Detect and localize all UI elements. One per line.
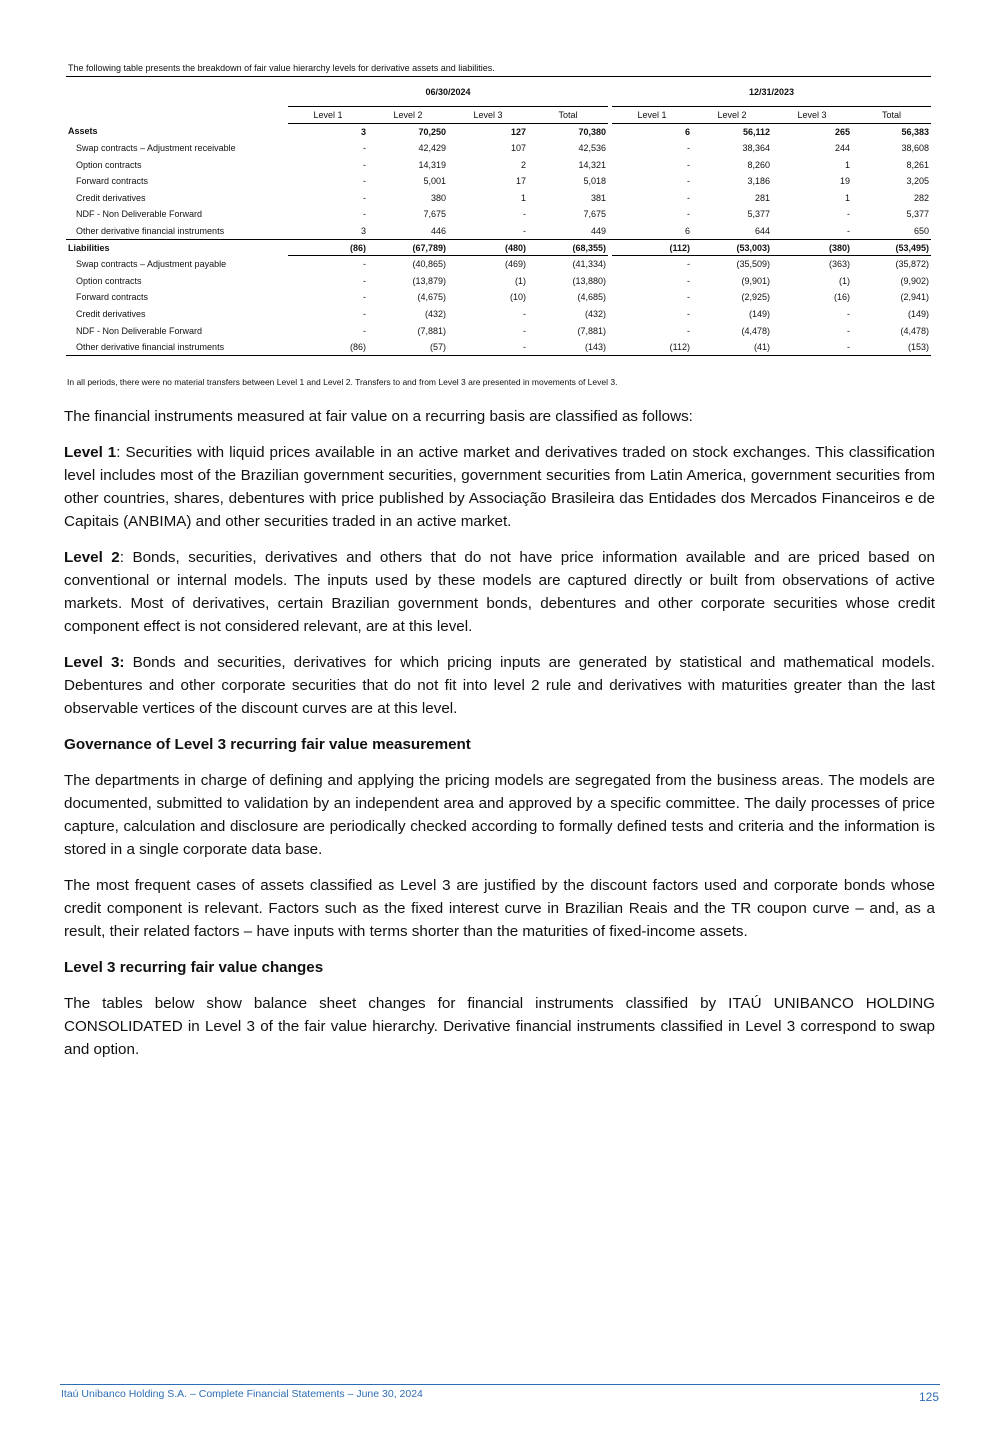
column-header: Level 3 (448, 107, 528, 124)
table-cell: 127 (510, 126, 526, 137)
table-cell: - (687, 308, 690, 319)
table-cell: - (363, 292, 366, 303)
level1-label: Level 1 (64, 444, 117, 461)
fair-value-table (66, 76, 931, 356)
level2-label: Level 2 (64, 549, 120, 566)
body-text (64, 405, 935, 1074)
table-cell: (432) (424, 308, 446, 319)
table-cell: - (363, 275, 366, 286)
table-cell: (4,685) (577, 292, 606, 303)
table-cell: (67,789) (368, 239, 448, 256)
table-row (66, 189, 931, 206)
governance-paragraph: The most frequent cases of assets classified as Level 3 are justified by the discount factors used and corporate bonds whose credit component is relevant. Factors such as the fixed interest curve in Brazilian Reais and the TR coupon curve – and, as a result, their related factors – have inputs with terms shorter than the maturities of fixed-income assets. (64, 877, 935, 940)
table-cell: - (523, 308, 526, 319)
table-cell: (86) (288, 239, 368, 256)
table-cell: (380) (772, 239, 852, 256)
table-cell: 644 (754, 225, 770, 236)
table-cell: 281 (754, 192, 770, 203)
table-cell: (53,003) (692, 239, 772, 256)
table-cell: (432) (584, 308, 606, 319)
row-label: Forward contracts (76, 176, 149, 187)
table-cell: 5,018 (583, 176, 606, 187)
table-cell: (7,881) (577, 325, 606, 336)
footer-divider (60, 1384, 940, 1385)
table-cell: (7,881) (417, 325, 446, 336)
table-cell: - (847, 225, 850, 236)
table-row (66, 306, 931, 323)
table-note: In all periods, there were no material transfers between Level 1 and Level 2. Transfers to and from Level 3 are presented in movements of Level 3. (67, 377, 618, 387)
level-header-row (66, 107, 931, 124)
table-cell: (112) (612, 239, 692, 256)
table-cell: (143) (528, 339, 608, 356)
table-cell: (2,941) (900, 292, 929, 303)
column-header: Total (528, 107, 608, 124)
table-cell: - (523, 225, 526, 236)
table-cell: 5,377 (906, 209, 929, 220)
changes-paragraph: The tables below show balance sheet changes for financial instruments classified by ITAÚ UNIBANCO HOLDING CONSOLIDATED in Level 3 of the fair value hierarchy. Derivative financial instruments classified in Level 3 correspond to swap and option. (64, 995, 935, 1058)
table-row (66, 140, 931, 157)
table-cell: 1 (844, 192, 850, 203)
table-cell: 446 (430, 225, 446, 236)
table-cell: 3 (360, 225, 366, 236)
table-cell: 244 (834, 142, 850, 153)
table-cell: 42,429 (418, 142, 446, 153)
column-header: Level 2 (368, 107, 448, 124)
table-cell: (53,495) (852, 239, 931, 256)
table-cell: 650 (913, 225, 929, 236)
table-cell: - (687, 325, 690, 336)
row-label: Swap contracts – Adjustment receivable (76, 142, 236, 153)
table-cell: 38,364 (742, 142, 770, 153)
level1-paragraph (64, 441, 935, 533)
row-label: Assets (68, 126, 98, 137)
row-label: Option contracts (76, 159, 142, 170)
table-cell: (35,872) (895, 259, 929, 270)
table-cell: (153) (852, 339, 931, 356)
row-label: NDF - Non Deliverable Forward (76, 325, 203, 336)
table-cell: 14,321 (578, 159, 606, 170)
table-cell: - (363, 142, 366, 153)
page-number: 125 (918, 1390, 939, 1404)
row-label: Other derivative financial instruments (66, 339, 288, 356)
table-cell: (4,675) (417, 292, 446, 303)
table-cell: (10) (509, 292, 526, 303)
table-row (66, 322, 931, 339)
row-label: NDF - Non Deliverable Forward (76, 209, 203, 220)
table-cell: 42,536 (578, 142, 606, 153)
table-cell: - (687, 176, 690, 187)
table-cell: - (523, 325, 526, 336)
table-cell: (41) (692, 339, 772, 356)
table-cell: - (687, 209, 690, 220)
period-header: 12/31/2023 (612, 77, 931, 107)
column-header: Level 3 (772, 107, 852, 124)
table-cell: (35,509) (736, 259, 770, 270)
table-cell: - (687, 292, 690, 303)
table-cell: - (363, 176, 366, 187)
table-row (66, 173, 931, 190)
table-cell: (149) (907, 308, 929, 319)
table-cell: - (847, 308, 850, 319)
level3-label: Level 3: (64, 654, 125, 671)
liabilities-total-row (66, 239, 931, 256)
column-header: Level 2 (692, 107, 772, 124)
table-cell: (13,879) (412, 275, 446, 286)
level1-text: : Securities with liquid prices available in an active market and derivatives traded on stock exchanges. This classification level includes most of the Brazilian government securities, government securities from Latin America, government securities from other countries, shares, debentures with price published by Associação Brasileira das Entidades dos Mercados Financeiros e de Capitais (ANBIMA) and other securities traded in an active market. (64, 444, 935, 530)
table-row (66, 256, 931, 273)
level2-text: : Bonds, securities, derivatives and others that do not have price information available and are priced based on conventional or internal models. The inputs used by these models are captured directly or built from observations of active markets. Most of derivatives, certain Brazilian government bonds, debentures and other corporate securities whose credit component effect is not considered relevant, are at this level. (64, 549, 935, 635)
table-cell: 38,608 (901, 142, 929, 153)
table-cell: (1) (839, 275, 850, 286)
table-cell: (149) (748, 308, 770, 319)
table-cell: - (363, 325, 366, 336)
table-cell: 3 (360, 126, 366, 137)
table-cell: 449 (590, 225, 606, 236)
table-cell: 19 (839, 176, 850, 187)
table-cell: - (448, 339, 528, 356)
table-cell: (41,334) (572, 259, 606, 270)
level3-paragraph (64, 651, 935, 720)
table-cell: 5,377 (747, 209, 770, 220)
row-label: Option contracts (76, 275, 142, 286)
table-cell: 1 (844, 159, 850, 170)
table-cell: - (687, 142, 690, 153)
table-cell: (13,880) (572, 275, 606, 286)
row-label: Forward contracts (76, 292, 149, 303)
table-cell: 70,380 (578, 126, 606, 137)
column-header: Level 1 (288, 107, 368, 124)
table-cell: 8,261 (906, 159, 929, 170)
row-label: Liabilities (66, 239, 288, 256)
level2-paragraph (64, 546, 935, 638)
table-cell: - (847, 209, 850, 220)
table-cell: (9,902) (900, 275, 929, 286)
table-cell: (68,355) (528, 239, 608, 256)
column-header: Level 1 (612, 107, 692, 124)
column-header: Total (852, 107, 931, 124)
table-cell: 3,186 (747, 176, 770, 187)
table-cell: (9,901) (741, 275, 770, 286)
table-cell: 3,205 (906, 176, 929, 187)
table-cell: - (363, 159, 366, 170)
table-cell: 6 (684, 126, 690, 137)
table-row (66, 156, 931, 173)
table-cell: 7,675 (423, 209, 446, 220)
period-header: 06/30/2024 (288, 77, 608, 107)
table-cell: (57) (368, 339, 448, 356)
table-cell: (112) (612, 339, 692, 356)
table-cell: 107 (510, 142, 526, 153)
table-cell: (2,925) (741, 292, 770, 303)
changes-heading: Level 3 recurring fair value changes (64, 959, 324, 976)
table-cell: - (363, 259, 366, 270)
table-cell: 381 (590, 192, 606, 203)
table-cell: (480) (448, 239, 528, 256)
intro-paragraph: The financial instruments measured at fair value on a recurring basis are classified as follows: (64, 408, 693, 425)
table-cell: 6 (684, 225, 690, 236)
table-row (66, 223, 931, 240)
level3-text: Bonds and securities, derivatives for which pricing inputs are generated by statistical and mathematical models. Debentures and other corporate securities that do not fit into level 2 rule and derivatives with maturities greater than the last observable vertices of the discount curves are at this level. (64, 654, 935, 717)
table-cell: (4,478) (900, 325, 929, 336)
table-cell: 5,001 (423, 176, 446, 187)
table-cell: 56,383 (901, 126, 929, 137)
table-cell: (4,478) (741, 325, 770, 336)
table-cell: - (687, 275, 690, 286)
row-label: Swap contracts – Adjustment payable (76, 259, 227, 270)
table-cell: 282 (913, 192, 929, 203)
governance-heading: Governance of Level 3 recurring fair value measurement (64, 736, 471, 753)
table-cell: - (772, 339, 852, 356)
table-row (66, 206, 931, 223)
table-cell: - (687, 259, 690, 270)
table-cell: 56,112 (742, 126, 770, 137)
period-header-row (66, 77, 931, 107)
table-row (66, 289, 931, 306)
table-cell: 7,675 (583, 209, 606, 220)
table-cell: (86) (288, 339, 368, 356)
table-cell: - (847, 325, 850, 336)
table-cell: - (363, 192, 366, 203)
table-cell: 8,260 (747, 159, 770, 170)
table-cell: (40,865) (412, 259, 446, 270)
footer-title: Itaú Unibanco Holding S.A. – Complete Financial Statements – June 30, 2024 (61, 1388, 423, 1400)
assets-total-row (66, 123, 931, 140)
table-cell: (363) (828, 259, 850, 270)
table-cell: 17 (515, 176, 526, 187)
table-cell: 14,319 (418, 159, 446, 170)
table-cell: - (523, 209, 526, 220)
table-cell: 70,250 (418, 126, 446, 137)
table-row (66, 339, 931, 356)
table-cell: (469) (504, 259, 526, 270)
governance-paragraph: The departments in charge of defining and applying the pricing models are segregated from the business areas. The models are documented, submitted to validation by an independent area and approved by a specific committee. The daily processes of price capture, calculation and disclosure are periodically checked according to formally defined tests and criteria and the information is stored in a single corporate data base. (64, 772, 935, 858)
table-row (66, 272, 931, 289)
table-cell: - (687, 159, 690, 170)
row-label: Credit derivatives (76, 192, 146, 203)
row-label: Other derivative financial instruments (76, 225, 225, 236)
table-cell: (16) (833, 292, 850, 303)
table-cell: 1 (520, 192, 526, 203)
table-cell: 380 (430, 192, 446, 203)
table-cell: - (687, 192, 690, 203)
table-cell: 265 (834, 126, 850, 137)
table-cell: - (363, 209, 366, 220)
row-label: Credit derivatives (76, 308, 146, 319)
table-cell: - (363, 308, 366, 319)
table-cell: (1) (515, 275, 526, 286)
table-caption: The following table presents the breakdown of fair value hierarchy levels for derivative assets and liabilities. (68, 63, 495, 73)
table-cell: 2 (520, 159, 526, 170)
